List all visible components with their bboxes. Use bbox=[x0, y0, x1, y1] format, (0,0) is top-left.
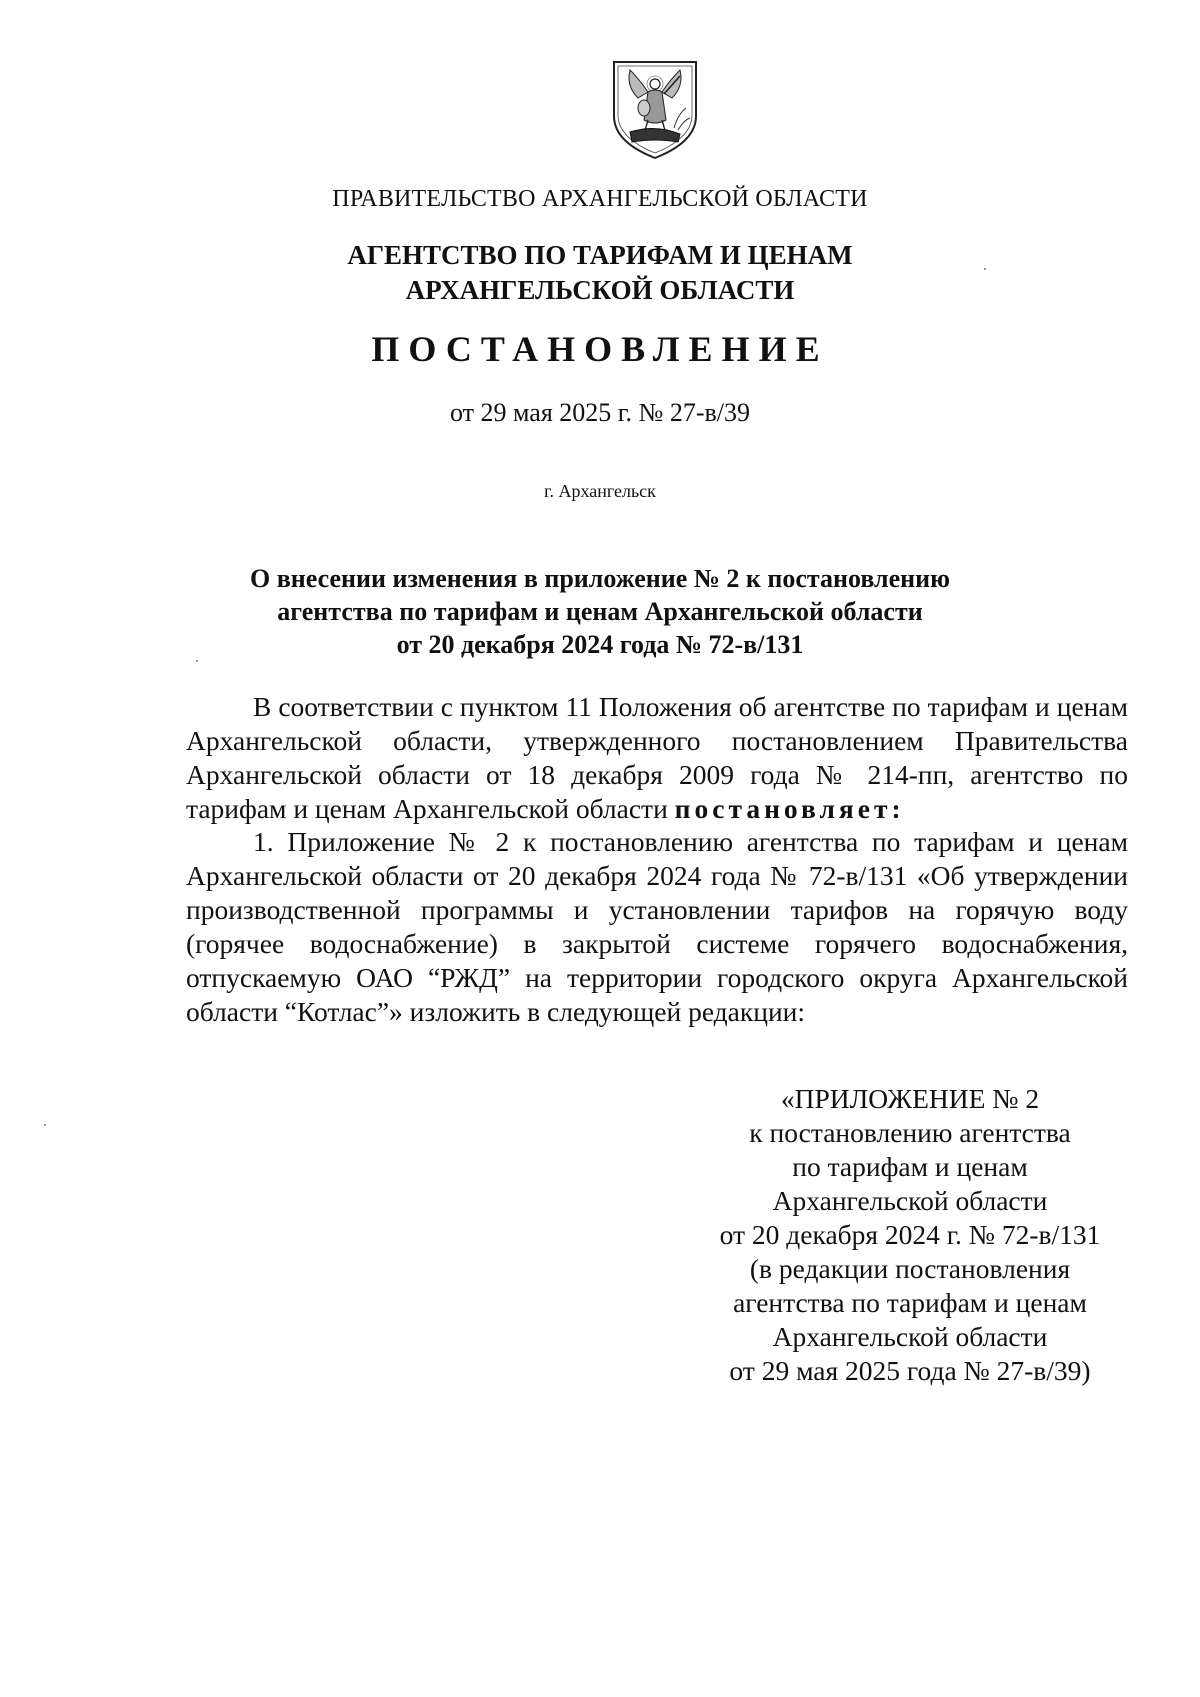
government-title: ПРАВИТЕЛЬСТВО АРХАНГЕЛЬСКОЙ ОБЛАСТИ bbox=[332, 186, 868, 212]
agency-title-line-2: АРХАНГЕЛЬСКОЙ ОБЛАСТИ bbox=[405, 275, 795, 305]
appendix-line-2: к постановлению агентства bbox=[749, 1117, 1071, 1148]
appendix-line-6: (в редакции постановления bbox=[749, 1253, 1071, 1284]
appendix-header-block bbox=[690, 1082, 1130, 1388]
resolves-word: постановляет: bbox=[674, 793, 905, 824]
document-city: г. Архангельск bbox=[544, 481, 656, 501]
appendix-line-9: от 29 мая 2025 года № 27-в/39) bbox=[729, 1355, 1091, 1386]
appendix-line-1: «ПРИЛОЖЕНИЕ № 2 bbox=[780, 1083, 1040, 1114]
scan-speck bbox=[984, 268, 986, 270]
scan-speck bbox=[196, 660, 198, 662]
subject-line-1: О внесении изменения в приложение № 2 к постановлению bbox=[250, 564, 950, 593]
subject-line-3: от 20 декабря 2024 года № 72-в/131 bbox=[396, 630, 804, 659]
document-type-heading: ПОСТАНОВЛЕНИЕ bbox=[371, 329, 829, 369]
appendix-line-7: агентства по тарифам и ценам bbox=[733, 1287, 1087, 1318]
appendix-line-4: Архангельской области bbox=[772, 1185, 1048, 1216]
subject-line-2: агентства по тарифам и ценам Архангельской области bbox=[277, 597, 923, 626]
agency-title-line-1: АГЕНТСТВО ПО ТАРИФАМ И ЦЕНАМ bbox=[347, 240, 853, 270]
coat-of-arms-emblem bbox=[608, 58, 702, 162]
appendix-line-5: от 20 декабря 2024 г. № 72-в/131 bbox=[719, 1219, 1101, 1250]
preamble-paragraph bbox=[186, 690, 1128, 826]
document-date-number: от 29 мая 2025 г. № 27-в/39 bbox=[450, 398, 750, 427]
document-subject bbox=[0, 562, 1200, 661]
preamble-text: В соответствии с пунктом 11 Положения об агентстве по тарифам и ценам Архангельской области, утвержденного постановлением Правительства Архангельской области от 18 декабря 2009 года № 214-пп, агентство по тарифам и ценам Архангельской области bbox=[186, 691, 1128, 824]
agency-title bbox=[0, 238, 1200, 308]
scan-speck bbox=[44, 1124, 46, 1126]
appendix-line-3: по тарифам и ценам bbox=[792, 1151, 1028, 1182]
clause-1-paragraph: 1. Приложение № 2 к постановлению агентства по тарифам и ценам Архангельской области от 20 декабря 2024 года № 72-в/131 «Об утверждении производственной программы и установлении тарифов на горячую воду (горячее водоснабжение) в закрытой системе горячего водоснабжения, отпускаемую ОАО “РЖД” на территории городского округа Архангельской области “Котлас”» изложить в следующей редакции: bbox=[186, 826, 1128, 1027]
appendix-line-8: Архангельской области bbox=[772, 1321, 1048, 1352]
